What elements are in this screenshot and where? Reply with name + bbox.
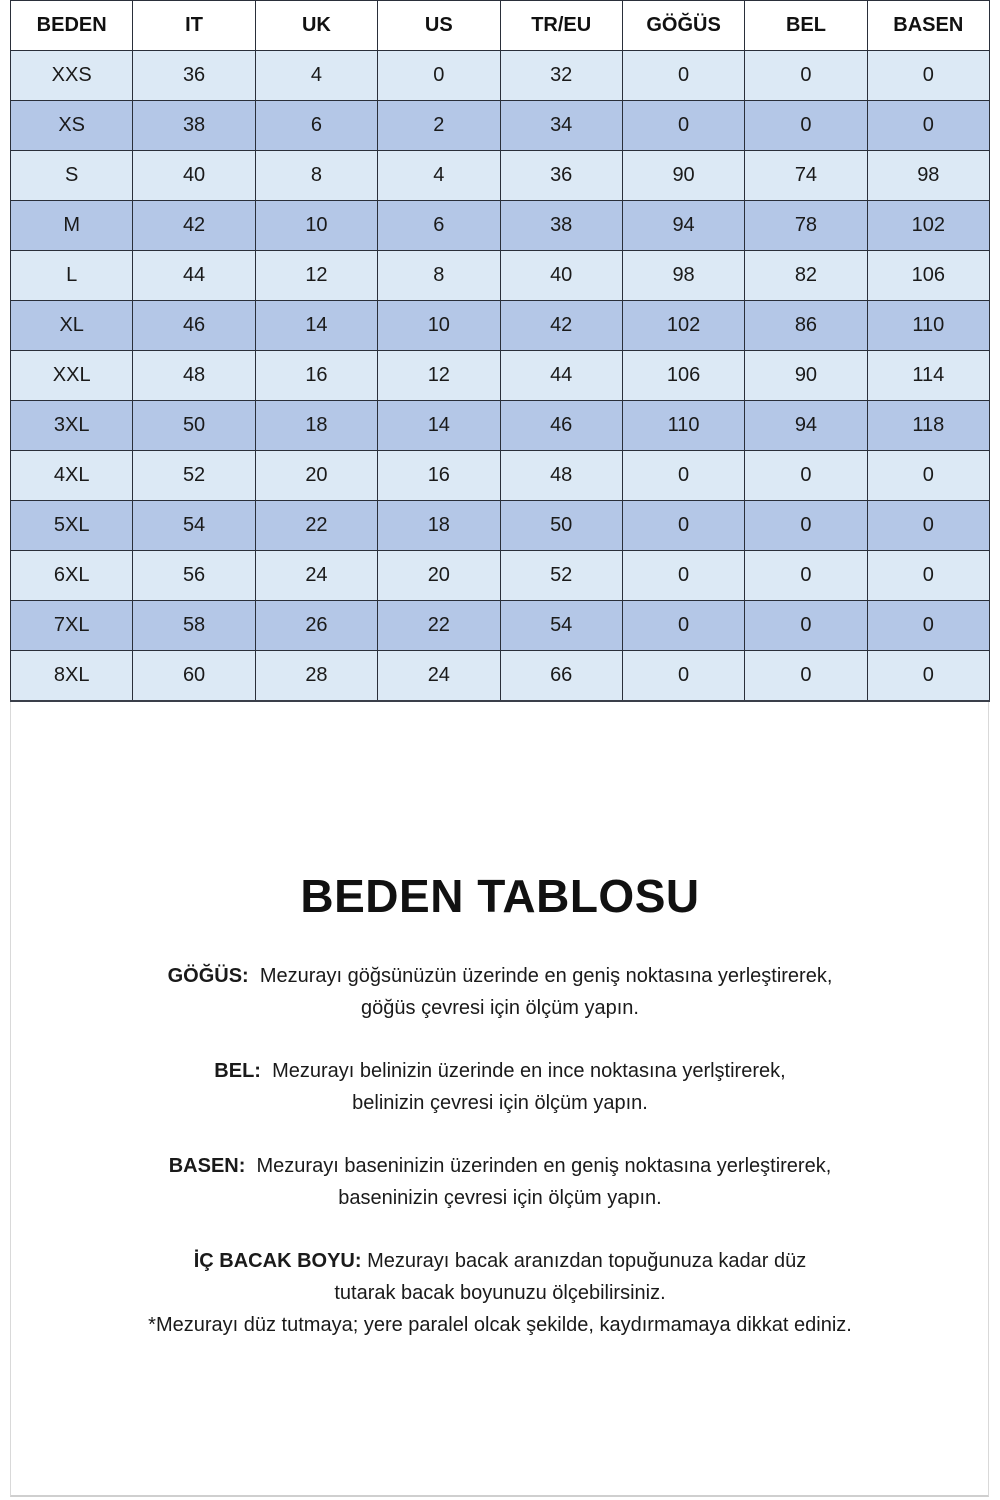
- cell-gogus: 98: [622, 251, 744, 301]
- cell-basen: 118: [867, 401, 989, 451]
- cell-us: 2: [378, 101, 500, 151]
- cell-beden: 3XL: [11, 401, 133, 451]
- cell-gogus: 0: [622, 51, 744, 101]
- cell-uk: 10: [255, 201, 377, 251]
- cell-it: 48: [133, 351, 255, 401]
- section-text: Mezurayı bacak aranızdan topuğunuza kadar düz: [367, 1250, 807, 1272]
- cell-it: 54: [133, 501, 255, 551]
- table-row: [11, 651, 990, 702]
- cell-beden: 5XL: [11, 501, 133, 551]
- guide-section-gogus: [0, 960, 1000, 1024]
- cell-bel: 0: [745, 501, 867, 551]
- cell-tr-eu: 54: [500, 601, 622, 651]
- cell-it: 38: [133, 101, 255, 151]
- cell-bel: 0: [745, 551, 867, 601]
- header-basen: BASEN: [867, 1, 989, 51]
- cell-it: 56: [133, 551, 255, 601]
- cell-uk: 12: [255, 251, 377, 301]
- cell-gogus: 0: [622, 451, 744, 501]
- table-row: [11, 301, 990, 351]
- table-row: [11, 51, 990, 101]
- cell-uk: 6: [255, 101, 377, 151]
- cell-beden: 8XL: [11, 651, 133, 702]
- guide-section-ic-bacak: [0, 1245, 1000, 1341]
- cell-bel: 82: [745, 251, 867, 301]
- cell-us: 0: [378, 51, 500, 101]
- cell-beden: M: [11, 201, 133, 251]
- cell-us: 22: [378, 601, 500, 651]
- cell-beden: 4XL: [11, 451, 133, 501]
- cell-gogus: 0: [622, 551, 744, 601]
- size-chart-table: [10, 0, 990, 702]
- header-uk: UK: [255, 1, 377, 51]
- table-row: [11, 551, 990, 601]
- table-row: [11, 451, 990, 501]
- cell-basen: 0: [867, 651, 989, 702]
- cell-tr-eu: 44: [500, 351, 622, 401]
- cell-us: 12: [378, 351, 500, 401]
- section-text: belinizin çevresi için ölçüm yapın.: [352, 1092, 648, 1114]
- cell-basen: 102: [867, 201, 989, 251]
- cell-us: 20: [378, 551, 500, 601]
- cell-basen: 0: [867, 451, 989, 501]
- cell-beden: L: [11, 251, 133, 301]
- cell-bel: 94: [745, 401, 867, 451]
- cell-us: 10: [378, 301, 500, 351]
- cell-gogus: 0: [622, 601, 744, 651]
- cell-us: 14: [378, 401, 500, 451]
- section-text: baseninizin çevresi için ölçüm yapın.: [338, 1187, 662, 1209]
- cell-bel: 0: [745, 51, 867, 101]
- cell-bel: 0: [745, 451, 867, 501]
- cell-it: 46: [133, 301, 255, 351]
- cell-tr-eu: 46: [500, 401, 622, 451]
- cell-us: 18: [378, 501, 500, 551]
- cell-bel: 0: [745, 101, 867, 151]
- table-row: [11, 101, 990, 151]
- cell-uk: 16: [255, 351, 377, 401]
- section-text: Mezurayı belinizin üzerinde en ince noktasına yerlştirerek,: [272, 1060, 786, 1082]
- header-it: IT: [133, 1, 255, 51]
- cell-basen: 0: [867, 501, 989, 551]
- cell-us: 24: [378, 651, 500, 702]
- guide-note: *Mezurayı düz tutmaya; yere paralel olcak şekilde, kaydırmamaya dikkat ediniz.: [148, 1314, 852, 1336]
- cell-tr-eu: 40: [500, 251, 622, 301]
- cell-basen: 106: [867, 251, 989, 301]
- guide-section-bel: [0, 1055, 1000, 1119]
- cell-it: 40: [133, 151, 255, 201]
- section-label: BASEN:: [168, 1155, 246, 1177]
- cell-tr-eu: 52: [500, 551, 622, 601]
- cell-basen: 114: [867, 351, 989, 401]
- cell-beden: XXS: [11, 51, 133, 101]
- cell-uk: 8: [255, 151, 377, 201]
- cell-gogus: 90: [622, 151, 744, 201]
- header-tr-eu: TR/EU: [500, 1, 622, 51]
- cell-gogus: 94: [622, 201, 744, 251]
- cell-bel: 86: [745, 301, 867, 351]
- cell-basen: 98: [867, 151, 989, 201]
- cell-gogus: 106: [622, 351, 744, 401]
- cell-bel: 78: [745, 201, 867, 251]
- cell-tr-eu: 38: [500, 201, 622, 251]
- cell-beden: S: [11, 151, 133, 201]
- cell-us: 8: [378, 251, 500, 301]
- cell-beden: XL: [11, 301, 133, 351]
- section-text: tutarak bacak boyunuzu ölçebilirsiniz.: [334, 1282, 666, 1304]
- cell-bel: 0: [745, 601, 867, 651]
- cell-basen: 0: [867, 551, 989, 601]
- cell-it: 36: [133, 51, 255, 101]
- cell-us: 4: [378, 151, 500, 201]
- cell-basen: 110: [867, 301, 989, 351]
- table-row: [11, 151, 990, 201]
- cell-uk: 28: [255, 651, 377, 702]
- cell-basen: 0: [867, 51, 989, 101]
- header-bel: BEL: [745, 1, 867, 51]
- cell-tr-eu: 42: [500, 301, 622, 351]
- table-header-row: [11, 1, 990, 51]
- cell-beden: XS: [11, 101, 133, 151]
- cell-beden: 7XL: [11, 601, 133, 651]
- cell-beden: XXL: [11, 351, 133, 401]
- cell-uk: 4: [255, 51, 377, 101]
- cell-it: 44: [133, 251, 255, 301]
- cell-beden: 6XL: [11, 551, 133, 601]
- cell-tr-eu: 48: [500, 451, 622, 501]
- cell-it: 58: [133, 601, 255, 651]
- cell-tr-eu: 34: [500, 101, 622, 151]
- cell-us: 16: [378, 451, 500, 501]
- cell-it: 42: [133, 201, 255, 251]
- guide-title: BEDEN TABLOSU: [300, 870, 700, 922]
- header-beden: BEDEN: [11, 1, 133, 51]
- cell-uk: 26: [255, 601, 377, 651]
- header-us: US: [378, 1, 500, 51]
- cell-gogus: 0: [622, 651, 744, 702]
- section-label: İÇ BACAK BOYU:: [193, 1250, 362, 1272]
- table-row: [11, 351, 990, 401]
- cell-gogus: 110: [622, 401, 744, 451]
- section-text: Mezurayı baseninizin üzerinden en geniş noktasına yerleştirerek,: [256, 1155, 832, 1177]
- cell-gogus: 0: [622, 501, 744, 551]
- cell-basen: 0: [867, 601, 989, 651]
- table-row: [11, 601, 990, 651]
- cell-it: 52: [133, 451, 255, 501]
- table-row: [11, 201, 990, 251]
- cell-gogus: 0: [622, 101, 744, 151]
- header-gogus: GÖĞÜS: [622, 1, 744, 51]
- table-row: [11, 251, 990, 301]
- cell-us: 6: [378, 201, 500, 251]
- cell-tr-eu: 36: [500, 151, 622, 201]
- cell-gogus: 102: [622, 301, 744, 351]
- table-row: [11, 401, 990, 451]
- cell-uk: 18: [255, 401, 377, 451]
- cell-bel: 90: [745, 351, 867, 401]
- section-label: BEL:: [214, 1060, 261, 1082]
- section-text: göğüs çevresi için ölçüm yapın.: [361, 997, 639, 1019]
- guide-section-basen: [0, 1150, 1000, 1214]
- size-guide: [0, 860, 1000, 932]
- cell-it: 50: [133, 401, 255, 451]
- cell-uk: 24: [255, 551, 377, 601]
- cell-uk: 14: [255, 301, 377, 351]
- section-label: GÖĞÜS:: [167, 965, 249, 987]
- cell-bel: 74: [745, 151, 867, 201]
- cell-tr-eu: 66: [500, 651, 622, 702]
- cell-basen: 0: [867, 101, 989, 151]
- cell-tr-eu: 50: [500, 501, 622, 551]
- section-text: Mezurayı göğsünüzün üzerinde en geniş noktasına yerleştirerek,: [259, 965, 833, 987]
- cell-uk: 20: [255, 451, 377, 501]
- table-row: [11, 501, 990, 551]
- cell-uk: 22: [255, 501, 377, 551]
- cell-it: 60: [133, 651, 255, 702]
- cell-tr-eu: 32: [500, 51, 622, 101]
- cell-bel: 0: [745, 651, 867, 702]
